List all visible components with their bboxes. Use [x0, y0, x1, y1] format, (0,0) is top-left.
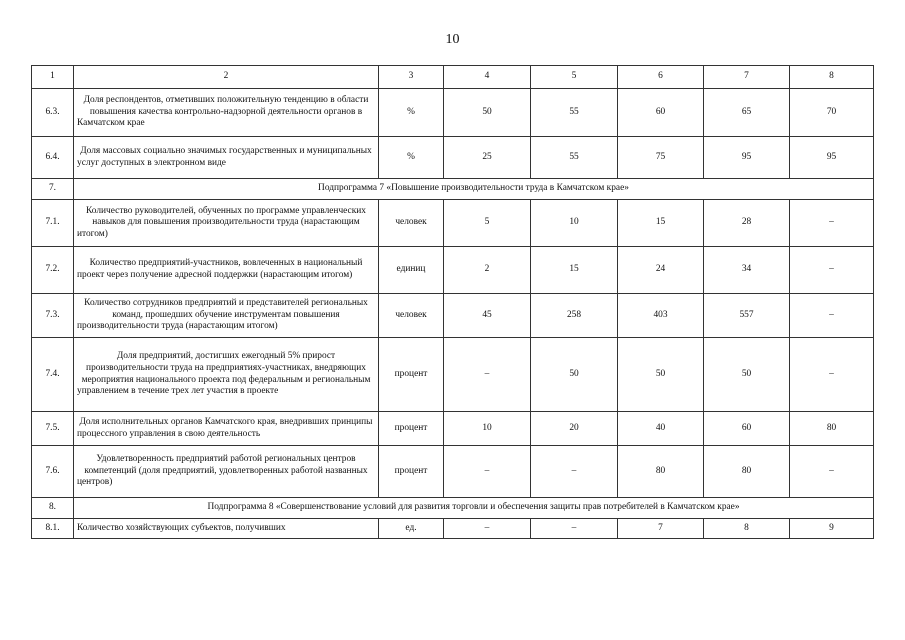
value-cell: 95	[704, 137, 790, 179]
value-cell: 28	[704, 200, 790, 247]
indicator-description: Доля массовых социально значимых государственных и муниципальных услуг доступных в электронном виде	[74, 137, 379, 179]
value-cell: –	[790, 247, 874, 294]
unit-cell: %	[379, 89, 444, 137]
header-cell: 4	[444, 66, 531, 89]
table-row	[32, 247, 874, 294]
value-cell: 80	[618, 446, 704, 498]
table-row	[32, 294, 874, 338]
subprogram-row	[32, 498, 874, 519]
value-cell: 5	[444, 200, 531, 247]
value-cell: 55	[531, 137, 618, 179]
row-number: 7.1.	[32, 200, 74, 247]
value-cell: –	[531, 446, 618, 498]
value-cell: 8	[704, 519, 790, 539]
row-number: 8.1.	[32, 519, 74, 539]
unit-cell: процент	[379, 412, 444, 446]
value-cell: 403	[618, 294, 704, 338]
unit-cell: человек	[379, 294, 444, 338]
row-number: 6.4.	[32, 137, 74, 179]
table-row	[32, 89, 874, 137]
value-cell: 50	[531, 338, 618, 412]
value-cell: 60	[618, 89, 704, 137]
value-cell: 10	[531, 200, 618, 247]
indicator-description: Количество предприятий-участников, вовлеченных в национальный проект через получение адресной поддержки (нарастающим итогом)	[74, 247, 379, 294]
table-row	[32, 412, 874, 446]
value-cell: 258	[531, 294, 618, 338]
header-cell: 6	[618, 66, 704, 89]
header-cell: 5	[531, 66, 618, 89]
header-cell: 2	[74, 66, 379, 89]
value-cell: 50	[704, 338, 790, 412]
indicator-description: Количество сотрудников предприятий и представителей региональных команд, прошедших обучение инструментам повышения производительности труда (нарастающим итогом)	[74, 294, 379, 338]
page-number: 10	[445, 32, 460, 47]
unit-cell: ед.	[379, 519, 444, 539]
header-cell: 8	[790, 66, 874, 89]
row-number: 7.6.	[32, 446, 74, 498]
row-number: 7.	[32, 179, 74, 200]
subprogram-title: Подпрограмма 7 «Повышение производительности труда в Камчатском крае»	[74, 179, 874, 200]
value-cell: –	[790, 200, 874, 247]
value-cell: 80	[704, 446, 790, 498]
row-number: 7.3.	[32, 294, 74, 338]
value-cell: 70	[790, 89, 874, 137]
table-header-row	[32, 66, 874, 89]
value-cell: –	[790, 294, 874, 338]
value-cell: 15	[531, 247, 618, 294]
value-cell: 24	[618, 247, 704, 294]
value-cell: 25	[444, 137, 531, 179]
unit-cell: %	[379, 137, 444, 179]
header-cell: 7	[704, 66, 790, 89]
value-cell: 75	[618, 137, 704, 179]
value-cell: 45	[444, 294, 531, 338]
unit-cell: процент	[379, 446, 444, 498]
value-cell: –	[444, 446, 531, 498]
value-cell: 40	[618, 412, 704, 446]
value-cell: 50	[618, 338, 704, 412]
value-cell: –	[790, 446, 874, 498]
unit-cell: процент	[379, 338, 444, 412]
value-cell: –	[444, 338, 531, 412]
value-cell: 34	[704, 247, 790, 294]
row-number: 7.4.	[32, 338, 74, 412]
value-cell: 557	[704, 294, 790, 338]
indicator-description: Количество руководителей, обученных по программе управленческих навыков для повышения производительности труда (нарастающим итогом)	[74, 200, 379, 247]
table-row	[32, 446, 874, 498]
indicators-table	[31, 65, 874, 539]
value-cell: 65	[704, 89, 790, 137]
value-cell: –	[444, 519, 531, 539]
value-cell: 20	[531, 412, 618, 446]
unit-cell: единиц	[379, 247, 444, 294]
row-number: 8.	[32, 498, 74, 519]
row-number: 7.5.	[32, 412, 74, 446]
value-cell: 7	[618, 519, 704, 539]
indicator-description: Количество хозяйствующих субъектов, получивших	[74, 519, 379, 539]
value-cell: 95	[790, 137, 874, 179]
indicator-description: Удовлетворенность предприятий работой региональных центров компетенций (доля предприятий, удовлетворенных работой названных центров)	[74, 446, 379, 498]
table-row	[32, 519, 874, 539]
value-cell: 2	[444, 247, 531, 294]
header-cell: 3	[379, 66, 444, 89]
table-row	[32, 137, 874, 179]
value-cell: –	[531, 519, 618, 539]
value-cell: 9	[790, 519, 874, 539]
value-cell: 80	[790, 412, 874, 446]
unit-cell: человек	[379, 200, 444, 247]
indicator-description: Доля исполнительных органов Камчатского края, внедривших принципы процессного управления в свою деятельность	[74, 412, 379, 446]
row-number: 6.3.	[32, 89, 74, 137]
indicator-description: Доля респондентов, отметивших положительную тенденцию в области повышения качества контрольно-надзорной деятельности органов в Камчатском крае	[74, 89, 379, 137]
table-row	[32, 338, 874, 412]
value-cell: 15	[618, 200, 704, 247]
value-cell: –	[790, 338, 874, 412]
value-cell: 60	[704, 412, 790, 446]
indicator-description: Доля предприятий, достигших ежегодный 5% прирост производительности труда на предприятиях-участниках, внедряющих мероприятия национального проекта под федеральным и региональным управлением в течение трех лет участия в проекте	[74, 338, 379, 412]
subprogram-row	[32, 179, 874, 200]
value-cell: 55	[531, 89, 618, 137]
header-cell: 1	[32, 66, 74, 89]
value-cell: 50	[444, 89, 531, 137]
subprogram-title: Подпрограмма 8 «Совершенствование условий для развития торговли и обеспечения защиты прав потребителей в Камчатском крае»	[74, 498, 874, 519]
table-row	[32, 200, 874, 247]
row-number: 7.2.	[32, 247, 74, 294]
value-cell: 10	[444, 412, 531, 446]
